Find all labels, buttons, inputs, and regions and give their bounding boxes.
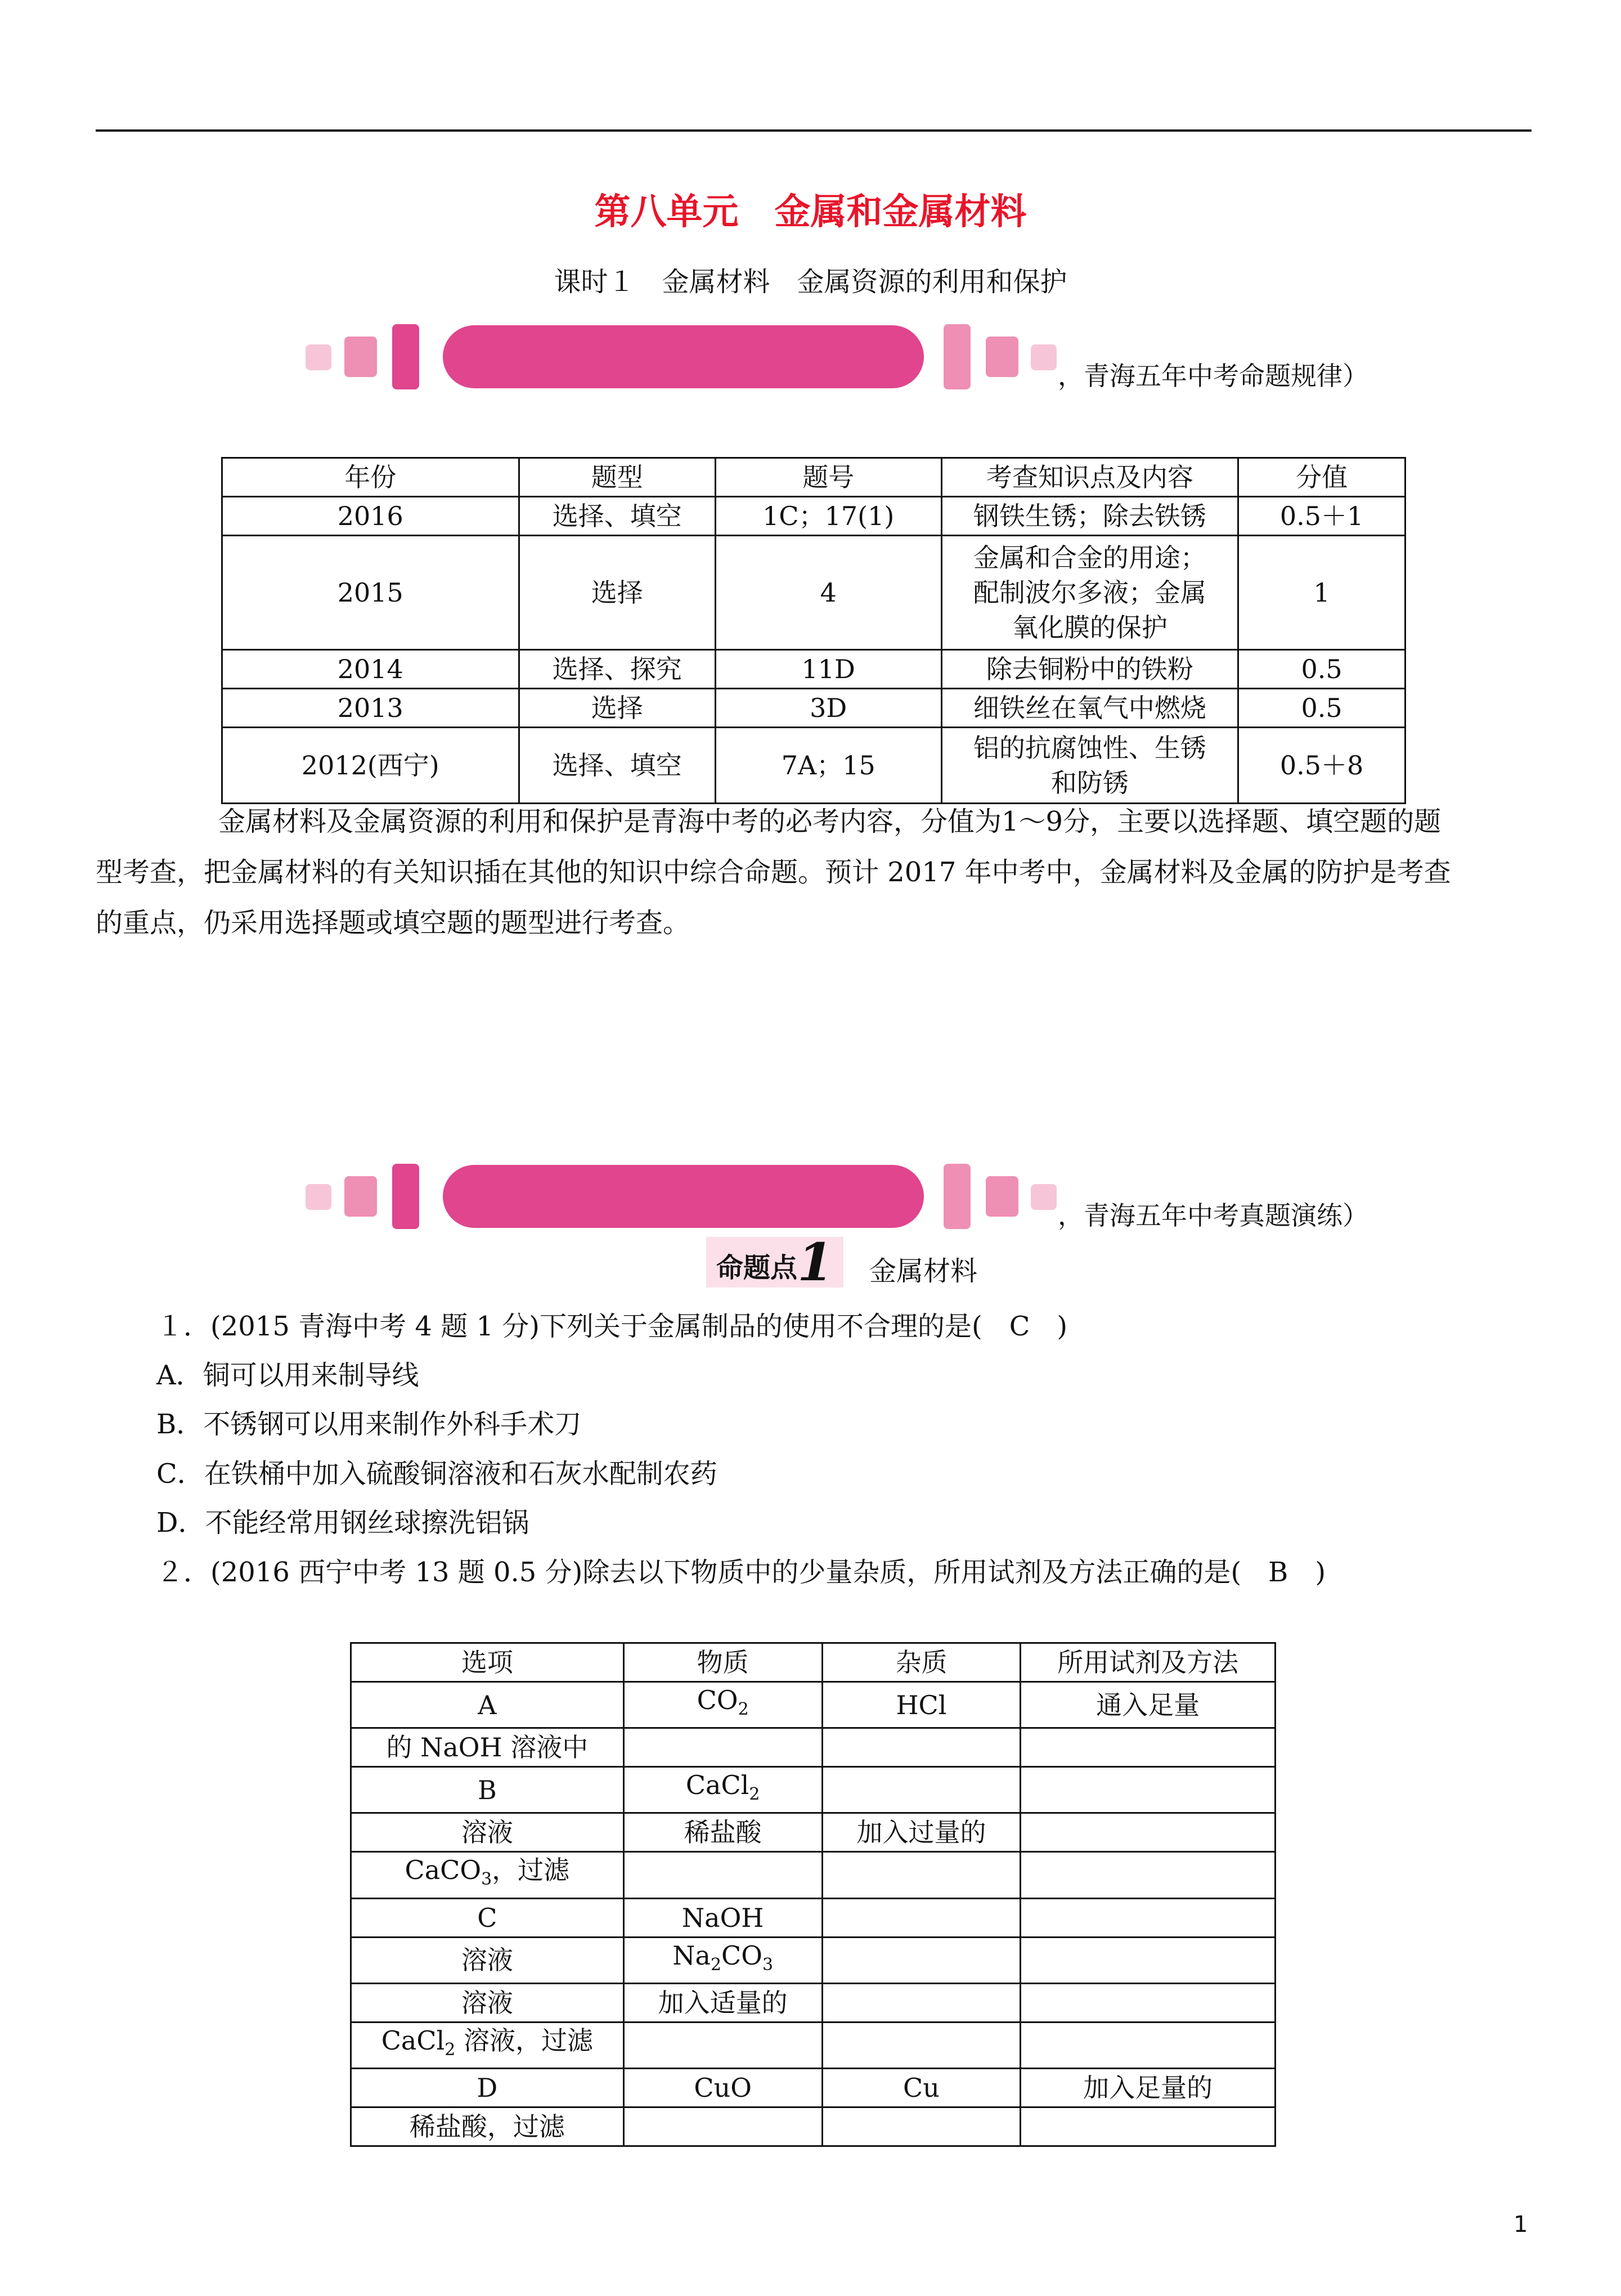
header-substance: 物质 bbox=[623, 1643, 822, 1682]
table-header-row bbox=[351, 1643, 1276, 1682]
cell: 通入足量 bbox=[1021, 1682, 1276, 1728]
cell-type: 选择 bbox=[519, 536, 715, 650]
cell-year: 2013 bbox=[222, 689, 519, 728]
cell: B bbox=[351, 1767, 624, 1813]
cell-number: 3D bbox=[715, 689, 941, 728]
banner-pill bbox=[443, 1165, 924, 1228]
point-title: 金属材料 bbox=[869, 1255, 978, 1287]
exam-history-table bbox=[221, 457, 1406, 804]
section-banner-practice bbox=[0, 1160, 1621, 1239]
table-row bbox=[351, 1983, 1276, 2022]
table-header-row bbox=[222, 458, 1406, 497]
cell-content: 铝的抗腐蚀性、生锈 和防锈 bbox=[941, 728, 1238, 804]
cell: $Na_2CO_3$ bbox=[623, 1937, 822, 1983]
cell-score: 0.5＋8 bbox=[1238, 728, 1406, 804]
cell: 加入适量的 bbox=[623, 1983, 822, 2022]
lesson-title: 课时１ 金属材料 金属资源的利用和保护 bbox=[554, 266, 1067, 298]
table-row bbox=[351, 1682, 1276, 1728]
cell-year: 2016 bbox=[222, 497, 519, 536]
cell-year: 2014 bbox=[222, 650, 519, 689]
header-number: 题号 bbox=[715, 458, 941, 497]
cell: HCl bbox=[822, 1682, 1021, 1728]
table-row bbox=[351, 1813, 1276, 1852]
table-row bbox=[222, 689, 1406, 728]
header-option: 选项 bbox=[351, 1643, 624, 1682]
header-type: 题型 bbox=[519, 458, 715, 497]
cell: NaOH bbox=[623, 1898, 822, 1937]
header-content: 考查知识点及内容 bbox=[941, 458, 1238, 497]
option-b: B．不锈钢可以用来制作外科手术刀 bbox=[156, 1409, 582, 1440]
cell: 加入足量的 bbox=[1021, 2068, 1276, 2107]
cell-score: 0.5 bbox=[1238, 650, 1406, 689]
question-1: １．(2015 青海中考 4 题 1 分)下列关于金属制品的使用不合理的是( C ) bbox=[156, 1311, 1068, 1342]
point-badge: 命题点1 bbox=[706, 1237, 843, 1288]
cell-score: 1 bbox=[1238, 536, 1406, 650]
header-method: 所用试剂及方法 bbox=[1021, 1643, 1276, 1682]
table-row bbox=[351, 1728, 1276, 1767]
page-number: 1 bbox=[1514, 2212, 1528, 2237]
header-year: 年份 bbox=[222, 458, 519, 497]
summary-line-3: 的重点，仍采用选择题或填空题的题型进行考查。 bbox=[96, 907, 690, 939]
cell: CaCO$_3$，过滤 bbox=[351, 1852, 624, 1898]
table-row bbox=[351, 2107, 1276, 2146]
cell: 加入过量的 bbox=[822, 1813, 1021, 1852]
option-c: C．在铁桶中加入硫酸铜溶液和石灰水配制农药 bbox=[156, 1458, 717, 1490]
cell: CaCl$_2$ bbox=[623, 1767, 822, 1813]
header-impurity: 杂质 bbox=[822, 1643, 1021, 1682]
cell-content: 除去铜粉中的铁粉 bbox=[941, 650, 1238, 689]
table-row bbox=[351, 1852, 1276, 1898]
table-row bbox=[351, 2068, 1276, 2107]
cell-number: 11D bbox=[715, 650, 941, 689]
cell: 溶液 bbox=[351, 1983, 624, 2022]
table-row bbox=[222, 536, 1406, 650]
table-row bbox=[351, 1898, 1276, 1937]
cell: 的 NaOH 溶液中 bbox=[351, 1728, 624, 1767]
header-score: 分值 bbox=[1238, 458, 1406, 497]
cell: 溶液 bbox=[351, 1937, 624, 1983]
cell-content: 细铁丝在氧气中燃烧 bbox=[941, 689, 1238, 728]
cell-number: 1C；17(1) bbox=[715, 497, 941, 536]
cell: D bbox=[351, 2068, 624, 2107]
cell-type: 选择、填空 bbox=[519, 497, 715, 536]
cell-type: 选择、探究 bbox=[519, 650, 715, 689]
cell-number: 4 bbox=[715, 536, 941, 650]
section-caption-practice: ，青海五年中考真题演练） bbox=[1058, 1200, 1368, 1231]
top-rule bbox=[96, 129, 1532, 132]
cell: 溶液 bbox=[351, 1813, 624, 1852]
option-d: D．不能经常用钢丝球擦洗铝锅 bbox=[156, 1507, 529, 1539]
cell-type: 选择、填空 bbox=[519, 728, 715, 804]
cell: Cu bbox=[822, 2068, 1021, 2107]
option-a: A．铜可以用来制导线 bbox=[156, 1360, 419, 1391]
cell-content: 金属和合金的用途； 配制波尔多液；金属 氧化膜的保护 bbox=[941, 536, 1238, 650]
cell: CaCl$_2$ 溶液，过滤 bbox=[351, 2022, 624, 2068]
unit-title: 第八单元 金属和金属材料 bbox=[594, 191, 1027, 233]
cell: 稀盐酸，过滤 bbox=[351, 2107, 624, 2146]
cell-content: 钢铁生锈；除去铁锈 bbox=[941, 497, 1238, 536]
cell-score: 0.5＋1 bbox=[1238, 497, 1406, 536]
table-row bbox=[351, 1937, 1276, 1983]
table-row bbox=[222, 497, 1406, 536]
banner-pill bbox=[443, 325, 924, 388]
cell: A bbox=[351, 1682, 624, 1728]
table-row bbox=[222, 728, 1406, 804]
cell-type: 选择 bbox=[519, 689, 715, 728]
summary-line-2: 型考查，把金属材料的有关知识插在其他的知识中综合命题。预计 2017 年中考中，金属材料及金属的防护是考查 bbox=[96, 856, 1451, 888]
impurity-table bbox=[350, 1642, 1276, 2147]
cell-number: 7A；15 bbox=[715, 728, 941, 804]
question-2: ２．(2016 西宁中考 13 题 0.5 分)除去以下物质中的少量杂质，所用试剂及方法正确的是( B ) bbox=[156, 1557, 1326, 1588]
summary-line-1: 金属材料及金属资源的利用和保护是青海中考的必考内容，分值为1～9分，主要以选择题、填空题的题 bbox=[218, 806, 1442, 837]
cell: 稀盐酸 bbox=[623, 1813, 822, 1852]
cell-year: 2012(西宁) bbox=[222, 728, 519, 804]
cell-score: 0.5 bbox=[1238, 689, 1406, 728]
cell: C bbox=[351, 1898, 624, 1937]
table-row bbox=[222, 650, 1406, 689]
table-row bbox=[351, 1767, 1276, 1813]
section-caption-rules: ，青海五年中考命题规律） bbox=[1058, 361, 1368, 391]
section-banner-rules bbox=[0, 321, 1621, 400]
cell: CuO bbox=[623, 2068, 822, 2107]
table-row bbox=[351, 2022, 1276, 2068]
cell-year: 2015 bbox=[222, 536, 519, 650]
cell: $CO_2$ bbox=[623, 1682, 822, 1728]
